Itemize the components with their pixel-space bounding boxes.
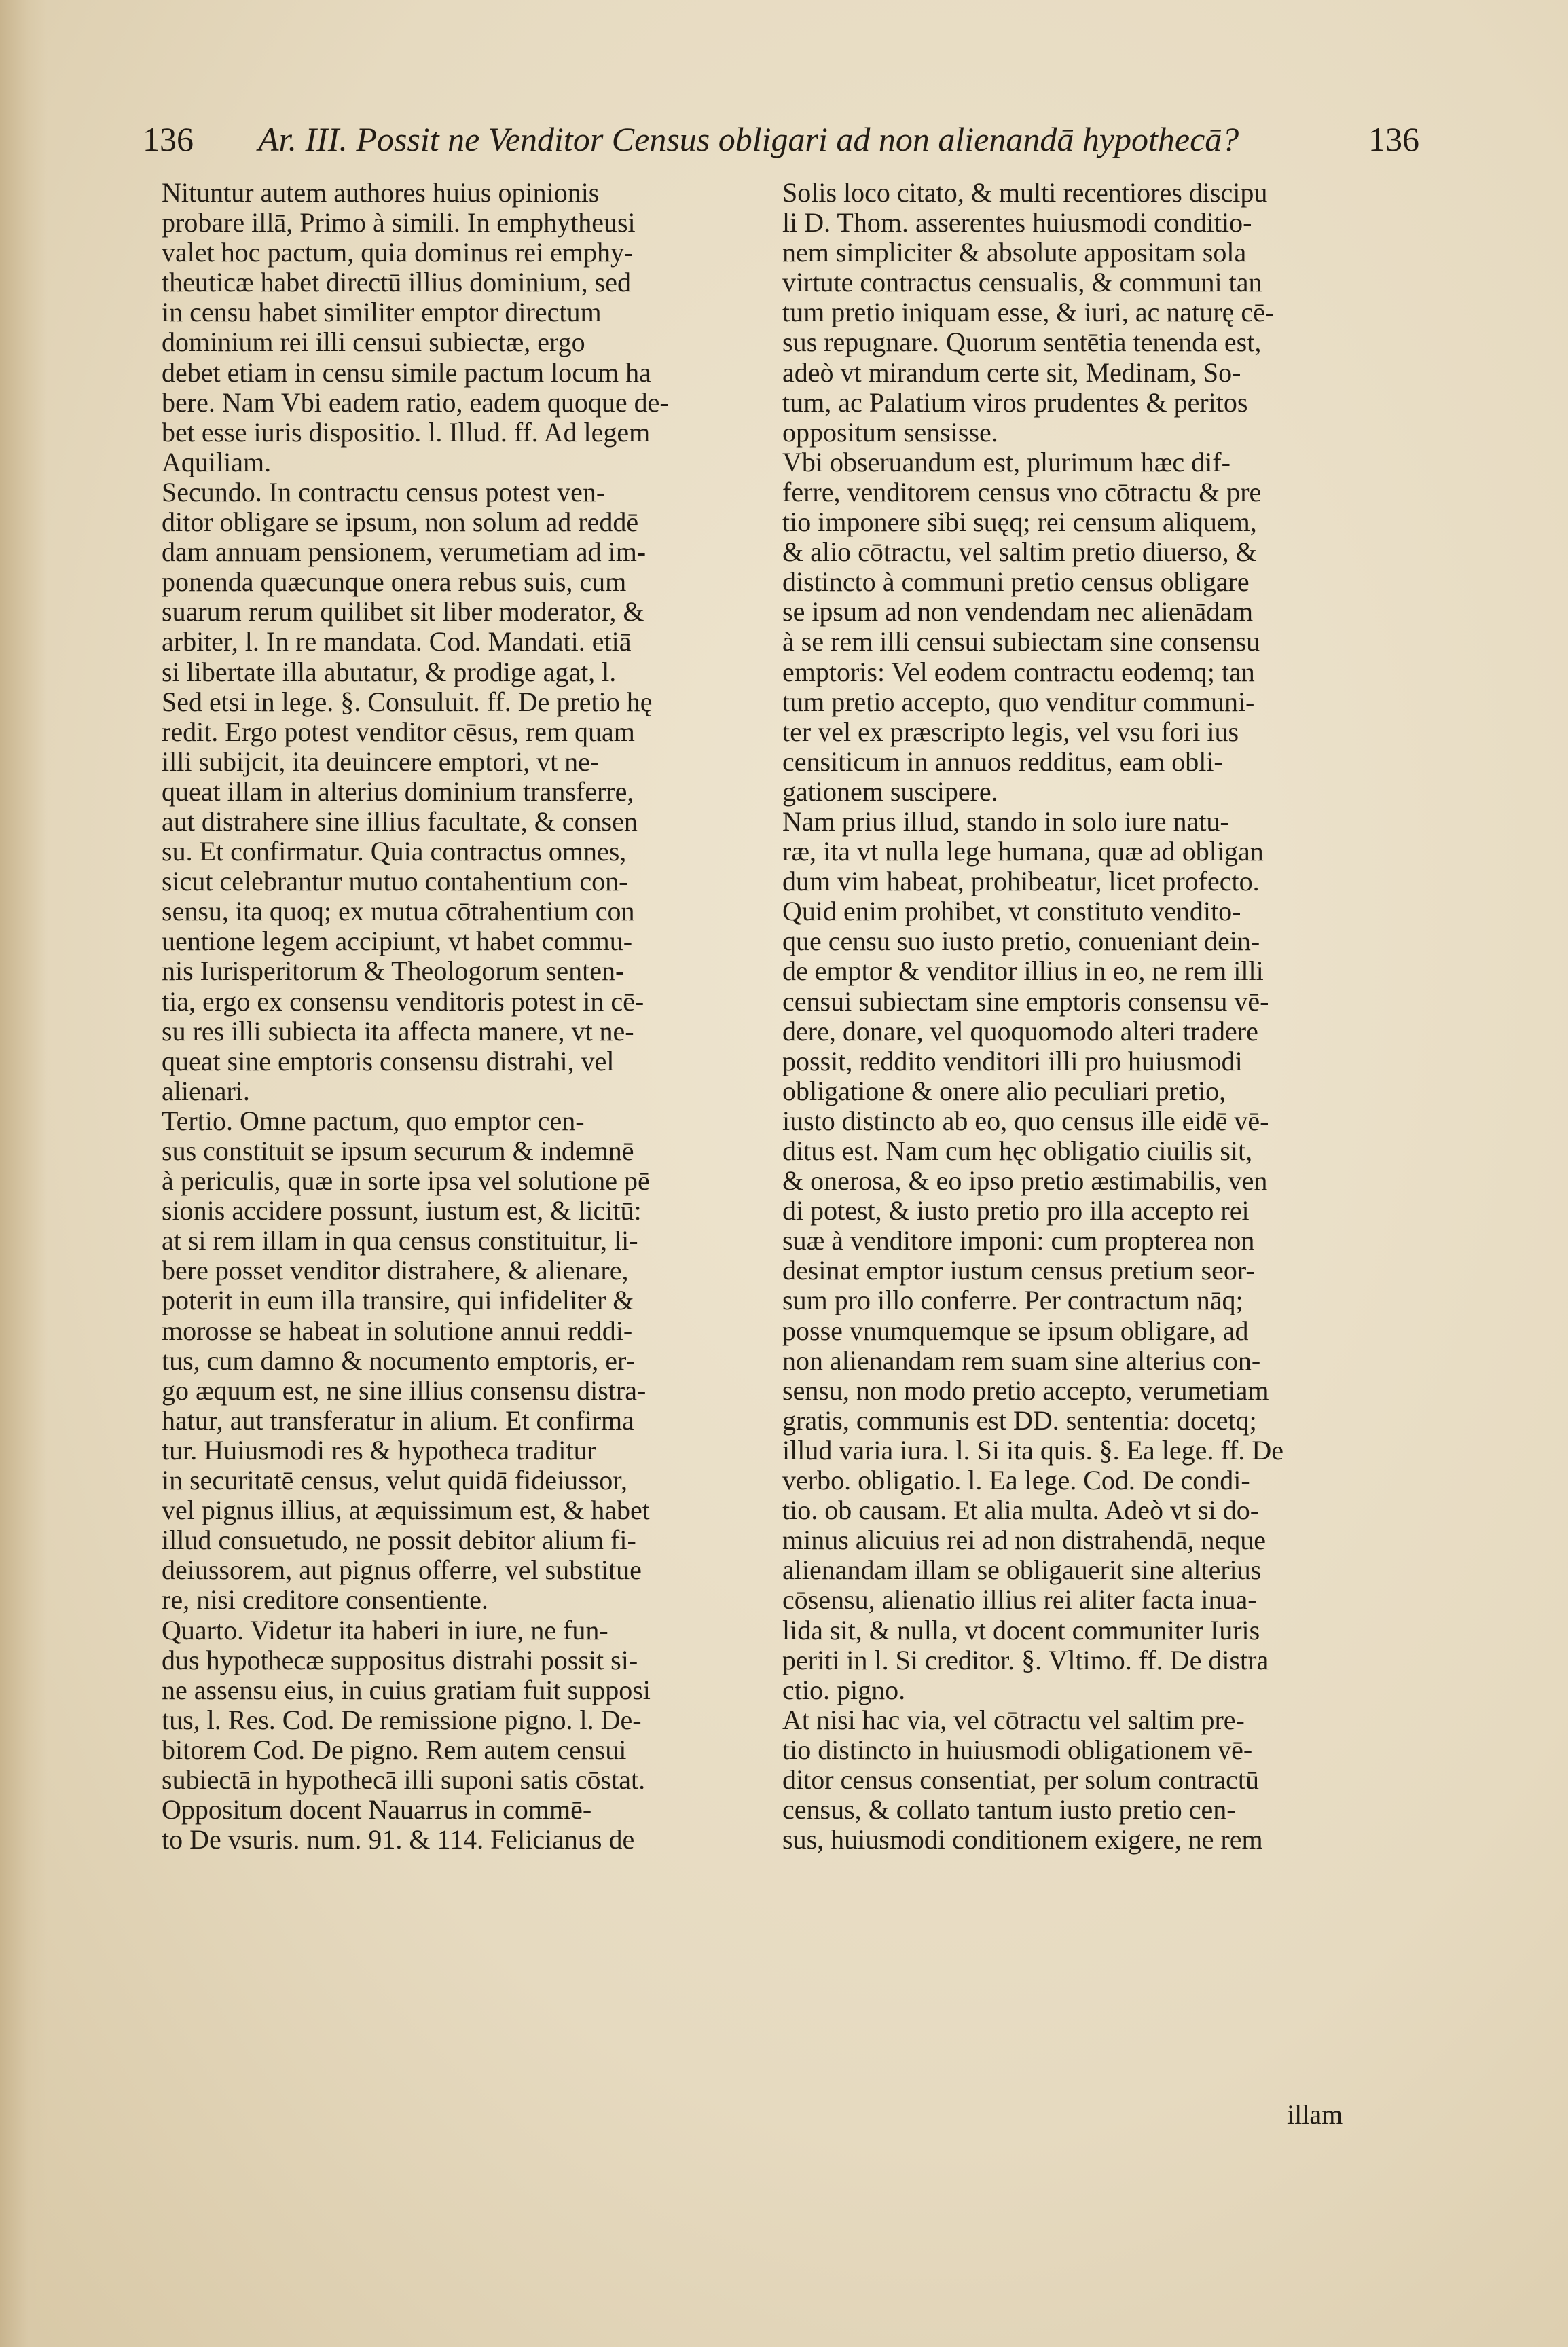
text-line: possit, reddito venditori illi pro huiusmodi [782, 1045, 1243, 1076]
text-line: deiussorem, aut pignus offerre, vel substitue [162, 1554, 642, 1586]
text-line: illud varia iura. l. Si ita quis. §. Ea lege. ff. De [782, 1434, 1283, 1466]
text-line: bere. Nam Vbi eadem ratio, eadem quoque de- [162, 386, 669, 418]
text-line: Nam prius illud, stando in solo iure natu- [782, 805, 1229, 837]
text-line: ræ, ita vt nulla lege humana, quæ ad obligan [782, 836, 1264, 867]
text-line: virtute contractus censualis, & communi tan [782, 267, 1262, 298]
left-text-column [162, 178, 708, 1855]
text-line: dominium rei illi censui subiectæ, ergo [162, 327, 585, 358]
text-line: emptoris: Vel eodem contractu eodemq; tan [782, 656, 1255, 687]
text-line: poterit in eum illa transire, qui infideliter & [162, 1285, 634, 1316]
text-line: & alio cōtractu, vel saltim pretio diuerso, & [782, 536, 1257, 568]
text-line: ditor census consentiat, per solum contractū [782, 1764, 1260, 1795]
text-line: hatur, aut transferatur in alium. Et confirma [162, 1404, 634, 1436]
text-line: arbiter, l. In re mandata. Cod. Mandati. etiā [162, 626, 632, 657]
text-line: Nituntur autem authores huius opinionis [162, 177, 600, 208]
text-line: di potest, & iusto pretio pro illa accepto rei [782, 1195, 1250, 1226]
text-line: minus alicuius rei ad non distrahendā, neque [782, 1525, 1266, 1556]
text-line: At nisi hac via, vel cōtractu vel saltim pre- [782, 1704, 1245, 1735]
text-line: tus, l. Res. Cod. De remissione pigno. l. De- [162, 1704, 642, 1735]
text-line: verbo. obligatio. l. Ea lege. Cod. De condi- [782, 1465, 1250, 1496]
text-line: oppositum sensisse. [782, 416, 998, 448]
text-line: Aquiliam. [162, 446, 272, 477]
text-line: sus, huiusmodi conditionem exigere, ne rem [782, 1824, 1263, 1855]
text-line: ferre, venditorem census vno cōtractu & pre [782, 476, 1262, 507]
text-line: Quarto. Videtur ita haberi in iure, ne fun- [162, 1614, 608, 1645]
text-line: cōsensu, alienatio illius rei aliter facta inua- [782, 1584, 1257, 1616]
text-line: subiectā in hypothecā illi suponi satis cōstat. [162, 1764, 646, 1795]
text-line: go æquum est, ne sine illius consensu distra- [162, 1375, 646, 1406]
text-line: census, & collato tantum iusto pretio cen- [782, 1794, 1236, 1825]
text-line: alienari. [162, 1075, 250, 1106]
text-line: periti in l. Si creditor. §. Vltimo. ff. De distra [782, 1644, 1269, 1675]
text-line: Solis loco citato, & multi recentiores discipu [782, 177, 1268, 208]
text-line: gratis, communis est DD. sententia: docetq; [782, 1404, 1257, 1436]
text-line: in securitatē census, velut quidā fideiussor, [162, 1465, 627, 1496]
text-line: illud consuetudo, ne possit debitor alium fi- [162, 1525, 636, 1556]
text-line: bere posset venditor distrahere, & alienare, [162, 1255, 629, 1286]
text-line: illi subijcit, ita deuincere emptori, vt ne- [162, 746, 600, 777]
text-line: ditus est. Nam cum hęc obligatio ciuilis sit, [782, 1135, 1253, 1166]
text-line: uentione legem accipiunt, vt habet commu- [162, 926, 633, 957]
running-title: Ar. III. Possit ne Venditor Census obligari ad non alienandā hypothecā? [258, 120, 1239, 158]
text-line: su res illi subiecta ita affecta manere, vt ne- [162, 1015, 634, 1047]
text-line: tum, ac Palatium viros prudentes & peritos [782, 386, 1248, 418]
text-line: bet esse iuris dispositio. l. Illud. ff. Ad legem [162, 416, 651, 448]
text-line: dum vim habeat, prohibeatur, licet profecto. [782, 866, 1260, 897]
text-line: tio imponere sibi suęq; rei censum aliquem, [782, 507, 1257, 538]
text-line: tum pretio accepto, quo venditur communi- [782, 686, 1255, 717]
running-header [143, 112, 1419, 166]
text-line: sicut celebrantur mutuo contahentium con- [162, 866, 628, 897]
text-line: tio. ob causam. Et alia multa. Adeò vt si do- [782, 1495, 1260, 1526]
text-line: tum pretio iniquam esse, & iuri, ac naturę cē- [782, 297, 1275, 328]
text-line: Vbi obseruandum est, plurimum hæc dif- [782, 446, 1230, 477]
text-line: gationem suscipere. [782, 776, 998, 807]
text-line: sensu, non modo pretio accepto, verumetiam [782, 1375, 1269, 1406]
text-line: posse vnumquemque se ipsum obligare, ad [782, 1315, 1249, 1346]
text-line: de emptor & venditor illius in eo, ne rem illi [782, 956, 1264, 987]
text-line: vel pignus illius, at æquissimum est, & habet [162, 1495, 650, 1526]
text-line: sum pro illo conferre. Per contractum nāq; [782, 1285, 1243, 1316]
page-binding-edge [0, 0, 48, 2347]
text-line: lida sit, & nulla, vt docent communiter Iuris [782, 1614, 1260, 1645]
text-line: morosse se habeat in solutione annui reddi- [162, 1315, 633, 1346]
text-line: distincto à communi pretio census obligare [782, 566, 1250, 598]
text-line: queat illam in alterius dominium transferre, [162, 776, 634, 807]
text-line: sus repugnare. Quorum sentētia tenenda est, [782, 327, 1262, 358]
text-line: Secundo. In contractu census potest ven- [162, 476, 606, 507]
text-line: & onerosa, & eo ipso pretio æstimabilis, ven [782, 1165, 1268, 1197]
text-line: dere, donare, vel quoquomodo alteri tradere [782, 1015, 1258, 1047]
text-line: sionis accidere possunt, iustum est, & licitū: [162, 1195, 642, 1226]
text-line: censiticum in annuos redditus, eam obli- [782, 746, 1223, 777]
text-line: ter vel ex præscripto legis, vel vsu fori ius [782, 716, 1239, 747]
text-line: desinat emptor iustum census pretium seor- [782, 1255, 1255, 1286]
page-number-right: 136 [1368, 120, 1419, 158]
text-line: debet etiam in censu simile pactum locum ha [162, 357, 651, 388]
text-line: dam annuam pensionem, verumetiam ad im- [162, 536, 646, 568]
text-line: tur. Huiusmodi res & hypotheca traditur [162, 1434, 596, 1466]
text-line: adeò vt mirandum certe sit, Medinam, So- [782, 357, 1241, 388]
text-line: suæ à venditore imponi: cum propterea non [782, 1225, 1255, 1256]
text-line: li D. Thom. asserentes huiusmodi conditio- [782, 207, 1252, 238]
text-line: sensu, ita quoq; ex mutua cōtrahentium con [162, 896, 635, 927]
text-line: re, nisi creditore consentiente. [162, 1584, 488, 1616]
text-line: se ipsum ad non vendendam nec alienādam [782, 596, 1254, 627]
text-line: redit. Ergo potest venditor cēsus, rem quam [162, 716, 635, 747]
text-line: to De vsuris. num. 91. & 114. Felicianus de [162, 1824, 635, 1855]
text-line: aut distrahere sine illius facultate, & consen [162, 805, 638, 837]
text-line: sus constituit se ipsum securum & indemnē [162, 1135, 634, 1166]
text-line: tio distincto in huiusmodi obligationem vē- [782, 1734, 1253, 1765]
text-line: queat sine emptoris consensu distrahi, vel [162, 1045, 615, 1076]
text-line: suarum rerum quilibet sit liber moderator, & [162, 596, 644, 627]
text-line: su. Et confirmatur. Quia contractus omnes, [162, 836, 627, 867]
catchword: illam [1287, 2099, 1343, 2130]
text-line: à se rem illi censui subiectam sine consensu [782, 626, 1260, 657]
text-line: ne assensu eius, in cuius gratiam fuit supposi [162, 1674, 651, 1705]
text-line: non alienandam rem suam sine alterius con- [782, 1345, 1261, 1376]
text-line: si libertate illa abutatur, & prodige agat, l. [162, 656, 617, 687]
text-line: dus hypothecæ suppositus distrahi possit si- [162, 1644, 638, 1675]
text-line: in censu habet similiter emptor directum [162, 297, 602, 328]
text-line: tus, cum damno & nocumento emptoris, er- [162, 1345, 635, 1376]
page-number-left: 136 [143, 120, 194, 158]
text-line: nem simpliciter & absolute appositam sola [782, 237, 1247, 268]
text-line: nis Iurisperitorum & Theologorum senten- [162, 956, 625, 987]
text-line: valet hoc pactum, quia dominus rei emphy- [162, 237, 634, 268]
text-line: censui subiectam sine emptoris consensu vē- [782, 985, 1269, 1017]
text-line: Oppositum docent Nauarrus in commē- [162, 1794, 592, 1825]
text-line: ctio. pigno. [782, 1674, 906, 1705]
text-line: tia, ergo ex consensu venditoris potest in cē- [162, 985, 644, 1017]
text-line: ditor obligare se ipsum, non solum ad reddē [162, 507, 639, 538]
text-line: à periculis, quæ in sorte ipsa vel solutione pē [162, 1165, 650, 1197]
text-line: probare illā, Primo à simili. In emphytheusi [162, 207, 636, 238]
text-line: theuticæ habet directū illius dominium, sed [162, 267, 631, 298]
text-line: at si rem illam in qua census constituitur, li- [162, 1225, 638, 1256]
text-line: Quid enim prohibet, vt constituto vendito- [782, 896, 1241, 927]
right-text-column [782, 178, 1366, 1855]
text-line: Tertio. Omne pactum, quo emptor cen- [162, 1105, 585, 1136]
text-line: que censu suo iusto pretio, conueniant dein- [782, 926, 1260, 957]
text-line: obligatione & onere alio peculiari pretio, [782, 1075, 1226, 1106]
text-line: ponenda quæcunque onera rebus suis, cum [162, 566, 627, 598]
text-line: alienandam illam se obligauerit sine alterius [782, 1554, 1262, 1586]
text-line: bitorem Cod. De pigno. Rem autem censui [162, 1734, 627, 1765]
text-line: Sed etsi in lege. §. Consuluit. ff. De pretio hę [162, 686, 653, 717]
text-line: iusto distincto ab eo, quo census ille eidē vē- [782, 1105, 1269, 1136]
